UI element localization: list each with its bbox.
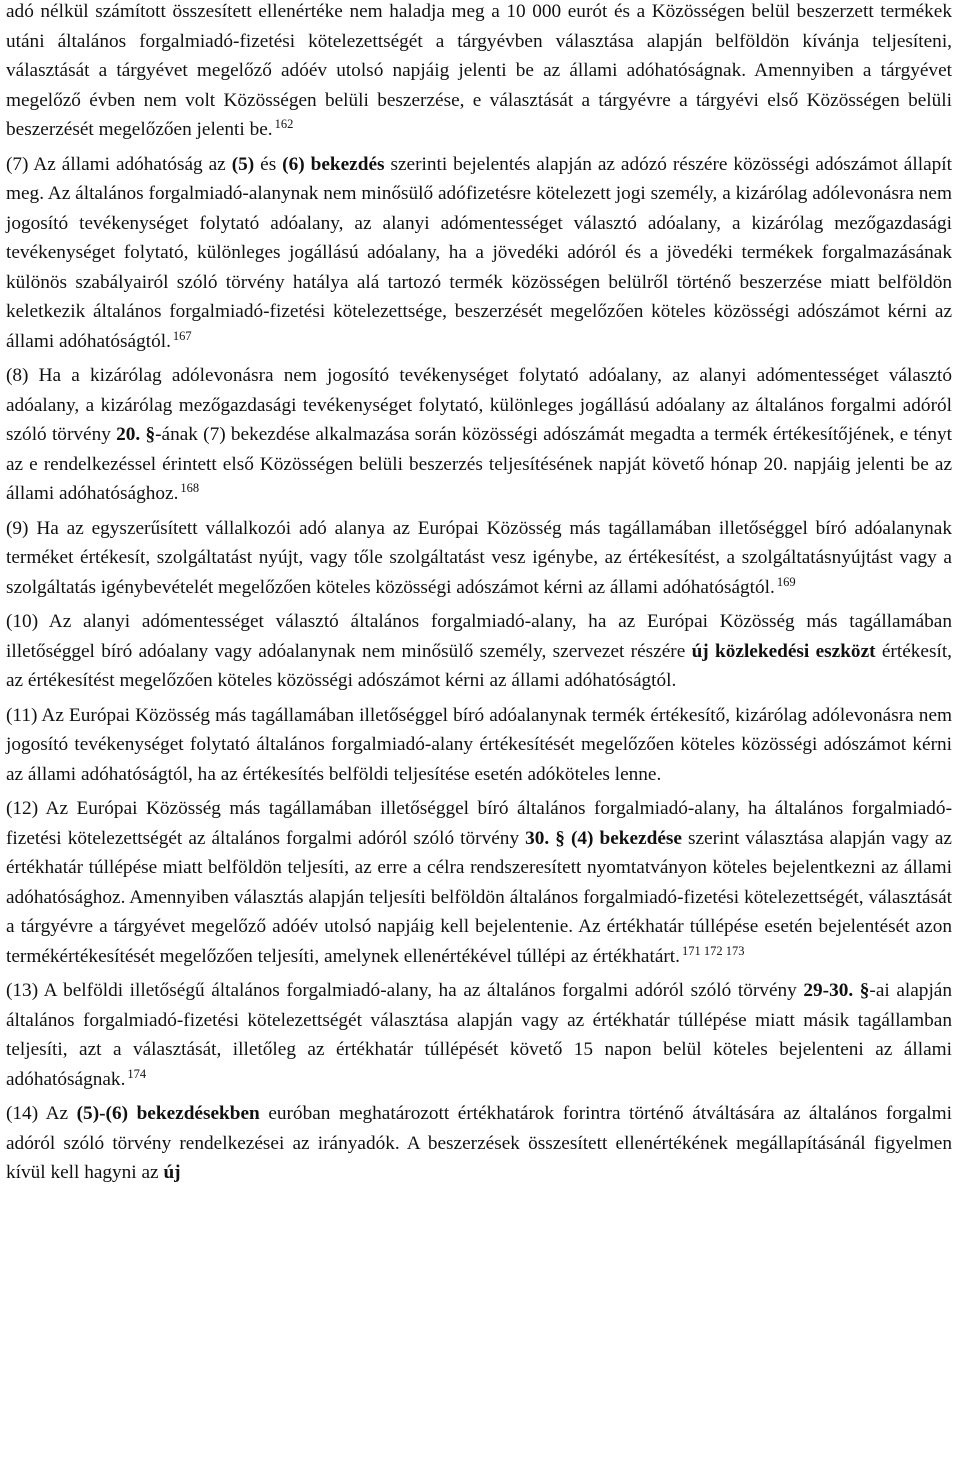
bold-text: új	[163, 1162, 181, 1183]
footnote-ref: 174	[127, 1066, 147, 1081]
text-run: -ai alapján általános forgalmiadó-fizetési kötelezettségét választása alapján vagy az értékhatár túllépése miatt másik tagállamban teljesíti, azt a választását, illetőleg az értékhatár túllépését követő 15 napon belül köteles bejelenteni az állami adóhatóságnak.	[6, 980, 952, 1090]
paragraph	[6, 1099, 952, 1188]
bold-text: 29-30. §	[803, 980, 870, 1001]
bold-text: bekezdés	[310, 153, 385, 175]
footnote-ref: 169	[776, 574, 796, 589]
text-run: (7) Az állami adóhatóság az	[6, 153, 232, 175]
footnote-ref: 167	[172, 328, 192, 343]
bold-text: új közlekedési eszközt	[691, 640, 876, 662]
paragraph	[6, 701, 952, 790]
text-run: szerinti bejelentés alapján az adózó részére közösségi adószámot állapít meg. Az általános forgalmiadó-alanynak nem minősülő adófizetésre kötelezett jogi személy, a kizárólag adólevonásra nem jogosító tevékenységet folytató adóalany, az alanyi adómentességet választó adóalany, a kizárólag mezőgazdasági tevékenységet folytató, különleges jogállású adóalany, ha a jövedéki adóról és a jövedéki termékek forgalmazásának különös szabályairól szóló törvény hatálya alá tartozó termék közösségen belülről történő beszerzése miatt belföldön keletkezik általános forgalmiadó-fizetési kötelezettsége, beszerzését megelőzően köteles közösségi adószámot kérni az állami adóhatóságtól.	[6, 153, 952, 352]
bold-text: (5)-(6) bekezdésekben	[76, 1103, 260, 1124]
footnote-ref: 168	[180, 481, 200, 495]
text-run: (12) Az Európai Közösség más tagállamában illetőséggel bíró általános forgalmiadó-alany, ha általános forgalmiadó-fizetési kötelezettségét az általános forgalmi adóról szóló törvény	[6, 798, 952, 849]
bold-text: (5)	[231, 153, 255, 175]
paragraph	[6, 0, 952, 145]
paragraph	[6, 976, 952, 1094]
footnote-ref: 171 172 173	[682, 943, 745, 958]
text-run: értékesít, az értékesítést megelőzően köteles közösségi adószámot kérni az állami adóhatóságtól.	[6, 640, 953, 691]
text-run: szerint választása alapján vagy az értékhatár túllépése miatt belföldön teljesíti, az erre a célra rendszeresített nyomtatványon köteles bejelentkezni az állami adóhatósághoz. Amennyiben választás alapján teljesíti belföldön általános forgalmiadó-fizetési kötelezettségét, választását a tárgyévre a tárgyévet megelőző adóév utolsó napjáig kell bejelentenie. Az értékhatár túllépése esetén bejelentését azon termékértékesítését megelőzően teljesíti, amelynek ellenértékével túllépi az értékhatárt.	[6, 827, 952, 967]
paragraph	[6, 361, 952, 509]
bold-text: 20. §	[116, 424, 156, 445]
text-run: -ának (7) bekezdése alkalmazása során közösségi adószámát megadta a termék értékesítőjének, e tényt az e rendelkezéssel érintett első Közösségen belüli beszerzés teljesítésének napját követő hónap 20. napjáig jelenti be az állami adóhatósághoz.	[6, 424, 952, 504]
text-run: és	[254, 153, 283, 175]
footnote-ref: 162	[274, 117, 294, 131]
text-run: euróban meghatározott értékhatárok forintra történő átváltására az általános forgalmi adóról szóló törvény rendelkezései az irányadók. A beszerzések összesített ellenértékének megállapításánál figyelmen kívül kell hagyni az	[6, 1103, 952, 1183]
text-run: (9) Ha az egyszerűsített vállalkozói adó alanya az Európai Közösség más tagállamában illetőséggel bíró adóalanynak terméket értékesít, szolgáltatást nyújt, vagy tőle szolgáltatást vesz igénybe, az értékesítést, a szolgáltatásnyújtást vagy a szolgáltatás igénybevételét megelőzően köteles közösségi adószámot kérni az állami adóhatóságtól.	[6, 517, 952, 598]
text-run: adó nélkül számított összesített ellenértéke nem haladja meg a 10 000 eurót és a Közösségen belül beszerzett termékek utáni általános forgalmiadó-fizetési kötelezettségét a tárgyévben választása alapján belföldön kívánja teljesíteni, választását a tárgyévet megelőző adóév utolsó napjáig jelenti be az állami adóhatóságnak. Amennyiben a tárgyévet megelőző évben nem volt Közösségen belüli beszerzése, e választását a tárgyévre a tárgyévi első Közösségen belüli beszerzését megelőzően jelenti be.	[6, 1, 952, 140]
bold-text: 30. § (4) bekezdése	[525, 827, 682, 849]
bold-text: (6)	[282, 153, 305, 175]
text-run: (8) Ha a kizárólag adólevonásra nem jogosító tevékenységet folytató adóalany, az alanyi adómentességet választó adóalany, a kizárólag mezőgazdasági tevékenységet folytató, különleges jogállású adóalany az általános forgalmi adóról szóló törvény	[6, 365, 952, 445]
paragraph	[6, 607, 952, 696]
text-run: (11) Az Európai Közösség más tagállamában illetőséggel bíró adóalanynak termék értékesítő, kizárólag adólevonásra nem jogosító tevékenységet folytató általános forgalmiadó-alany értékesítését megelőzően köteles közösségi adószámot kérni az állami adóhatóságtól, ha az értékesítés belföldi teljesítése esetén adóköteles lenne.	[6, 704, 952, 785]
text-run: (13) A belföldi illetőségű általános forgalmiadó-alany, ha az általános forgalmi adóról szóló törvény	[6, 980, 804, 1001]
text-run: (10) Az alanyi adómentességet választó általános forgalmiadó-alany, ha az Európai Közösség más tagállamában illetőséggel bíró adóalany vagy adóalanynak nem minősülő személy, szervezet részére	[6, 611, 952, 662]
paragraph	[6, 514, 952, 603]
text-run: (14) Az	[6, 1103, 77, 1124]
paragraph	[6, 794, 952, 971]
paragraph	[6, 150, 952, 357]
